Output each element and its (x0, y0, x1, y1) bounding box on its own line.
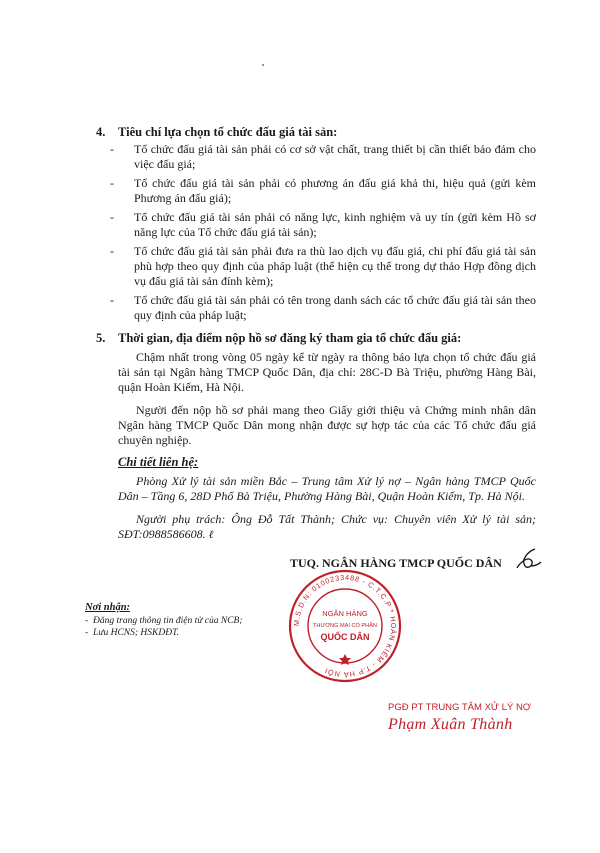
section-4 (96, 124, 536, 327)
list-item: - Tổ chức đấu giá tài sản phải đưa ra thù lao dịch vụ đấu giá, chi phí đấu giá tài sản phù hợp theo quy định của pháp luật (thể hiện cụ thể trong dự thảo Hợp đồng dịch vụ đấu giá tài sản đính kèm); (96, 244, 536, 289)
signer-name: Phạm Xuân Thành (388, 716, 513, 733)
seal-line-3: QUỐC DÂN (320, 632, 370, 642)
contact-person-text: Người phụ trách: Ông Đỗ Tất Thành; Chức vụ: Chuyên viên Xử lý tài sản; SĐT:0988586608. (118, 512, 536, 541)
section-5-number: 5. (96, 331, 106, 345)
recipients-block (85, 601, 245, 639)
recipients-heading: Nơi nhận: (85, 602, 131, 613)
list-item: - Tổ chức đấu giá tài sản phải có năng lực, kinh nghiệm và uy tín (gửi kèm Hồ sơ năng lực của Tổ chức đấu giá tài sản); (96, 210, 536, 240)
list-item: - Tổ chức đấu giá tài sản phải có cơ sở vật chất, trang thiết bị cần thiết bảo đảm cho việc đấu giá; (96, 142, 536, 172)
seal-line-1: NGÂN HÀNG (322, 609, 368, 618)
list-item: - Tổ chức đấu giá tài sản phải có phương án đấu giá khả thi, hiệu quả (gửi kèm Phương án đấu giá); (96, 176, 536, 206)
section-5-title: Thời gian, địa điểm nộp hồ sơ đăng ký tham gia tổ chức đấu giá: (118, 331, 462, 345)
recipients-list (85, 615, 245, 639)
list-item: - Tổ chức đấu giá tài sản phải có tên trong danh sách các tổ chức đấu giá tài sản theo quy định của pháp luật; (96, 293, 536, 323)
contact-person (96, 512, 536, 543)
signature-title: TUQ. NGÂN HÀNG TMCP QUỐC DÂN (290, 556, 502, 570)
section-5-paragraph-2: Người đến nộp hồ sơ phải mang theo Giấy giới thiệu và Chứng minh nhân dân Ngân hàng TMCP Quốc Dân mong nhận được sự hợp tác của các Tổ chức đấu giá chuyên nghiệp. (118, 403, 536, 447)
section-5-heading (96, 330, 536, 346)
recipient-item: - Lưu HCNS; HSKDĐT. (85, 627, 245, 639)
section-4-heading (96, 124, 536, 140)
recipient-item: - Đăng trang thông tin điện tử của NCB; (85, 615, 245, 627)
signature-initial-mark (513, 546, 543, 574)
signer-position: PGĐ PT TRUNG TÂM XỬ LÝ NỢ (388, 702, 531, 713)
contact-heading: Chi tiết liên hệ: (118, 455, 199, 469)
initial-mark: ℓ (208, 529, 214, 541)
section-5 (96, 330, 536, 543)
section-5-paragraph-1: Chậm nhất trong vòng 05 ngày kể từ ngày ra thông báo lựa chọn tổ chức đấu giá tài sản tại Ngân hàng TMCP Quốc Dân, địa chỉ: 28C-D Bà Triệu, phường Hàng Bài, quận Hoàn Kiếm, Hà Nội. (118, 350, 536, 394)
company-seal (287, 568, 403, 684)
section-4-list (96, 142, 536, 323)
seal-line-2: THƯƠNG MẠI CỔ PHẦN (313, 623, 377, 629)
section-4-title: Tiêu chí lựa chọn tổ chức đấu giá tài sản: (118, 125, 338, 139)
scan-dot (262, 64, 264, 66)
section-4-number: 4. (96, 125, 106, 139)
contact-address: Phòng Xử lý tài sản miền Bắc – Trung tâm Xử lý nợ – Ngân hàng TMCP Quốc Dân – Tầng 6, 28D Phố Bà Triệu, Phường Hàng Bài, Quận Hoàn Kiếm, Tp. Hà Nội. (118, 474, 536, 503)
seal-ring-text: M.S.D.N: 0100233488 - C.T.C.P * HOÀN KIẾM - T.P HÀ NỘI (291, 572, 399, 680)
